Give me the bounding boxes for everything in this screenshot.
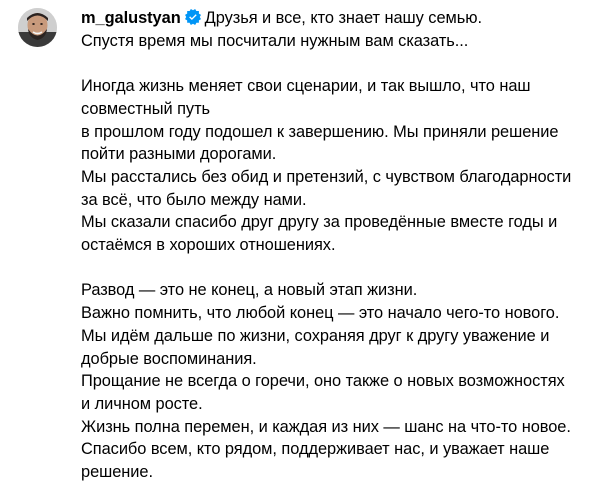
caption-line: Важно помнить, что любой конец — это начало чего-то нового. <box>81 304 560 323</box>
caption-line: Иногда жизнь меняет свои сценарии, и так вышло, что наш <box>81 77 531 96</box>
caption-line: Спасибо всем, кто рядом, поддерживает нас, и уважает наше <box>81 440 550 459</box>
caption-line: в прошлом году подошел к завершению. Мы приняли решение <box>81 122 559 141</box>
caption-line: решение. <box>81 463 153 482</box>
caption-blank-line <box>81 52 611 75</box>
verified-badge-icon <box>185 9 201 25</box>
caption-line: за всё, что было между нами. <box>81 190 307 209</box>
profile-photo-icon <box>18 8 57 47</box>
author-avatar[interactable] <box>18 8 57 47</box>
caption-line: совместный путь <box>81 99 211 118</box>
caption-line: Жизнь полна перемен, и каждая из них — шанс на что-то новое. <box>81 417 571 436</box>
caption-line: Друзья и все, кто знает нашу семью. <box>204 9 482 27</box>
caption-line: Прощание не всегда о горечи, оно также о новых возможностях <box>81 372 565 391</box>
caption-line: добрые воспоминания. <box>81 349 257 368</box>
caption-line: Развод — это не конец, а новый этап жизни. <box>81 281 418 300</box>
caption-line: и личном росте. <box>81 394 203 413</box>
caption-line: остаёмся в хороших отношениях. <box>81 236 336 255</box>
caption-line: Мы сказали спасибо друг другу за проведённые вместе годы и <box>81 213 558 232</box>
caption-line: Спустя время мы посчитали нужным вам сказать... <box>81 31 469 50</box>
caption-first-line <box>81 7 611 30</box>
caption-line: Мы расстались без обид и претензий, с чувством благодарности <box>81 167 572 186</box>
caption-line: Мы идём дальше по жизни, сохраняя друг к другу уважение и <box>81 326 550 345</box>
caption-line: пойти разными дорогами. <box>81 145 277 164</box>
author-username[interactable]: m_galustyan <box>81 9 181 27</box>
caption-body <box>81 7 611 484</box>
caption-blank-line <box>81 257 611 280</box>
